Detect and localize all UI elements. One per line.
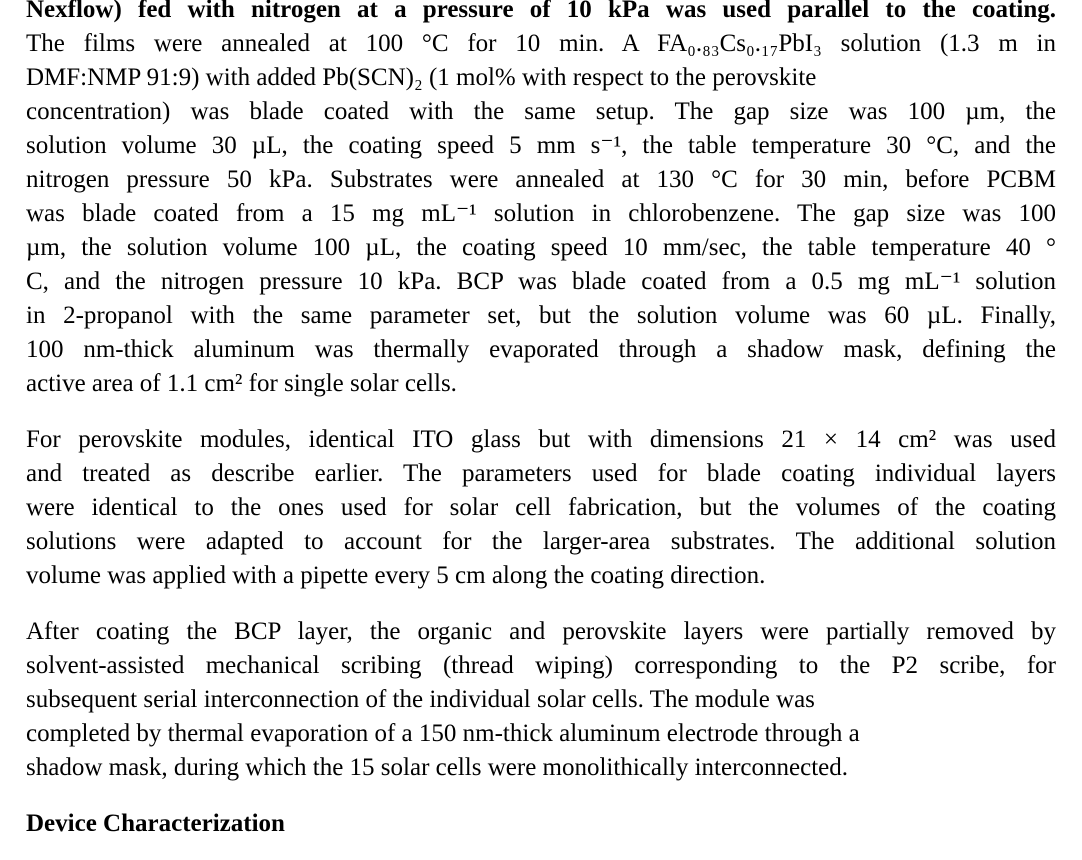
text-line: completed by thermal evaporation of a 150 nm-thick aluminum electrode through a: [26, 720, 860, 747]
paragraph-perovskite-modules: [26, 423, 1056, 593]
text-line: active area of 1.1 cm² for single solar cells.: [26, 370, 457, 397]
text-line: C, and the nitrogen pressure 10 kPa. BCP was blade coated from a 0.5 mg mL⁻¹ solution: [26, 268, 1056, 295]
text-line: DMF:NMP 91:9) with added Pb(SCN)₂ (1 mol% with respect to the perovskite: [26, 64, 817, 91]
text-line: Nexflow) fed with nitrogen at a pressure of 10 kPa was used parallel to the coating.: [26, 0, 1056, 23]
text-line: and treated as describe earlier. The parameters used for blade coating individual layers: [26, 460, 1056, 487]
text-line: was blade coated from a 15 mg mL⁻¹ solution in chlorobenzene. The gap size was 100: [26, 200, 1056, 227]
text-line: in 2-propanol with the same parameter set, but the solution volume was 60 µL. Finally,: [26, 302, 1056, 329]
text-line: nitrogen pressure 50 kPa. Substrates were annealed at 130 °C for 30 min, before PCBM: [26, 166, 1056, 193]
text-line: concentration) was blade coated with the same setup. The gap size was 100 µm, the: [26, 98, 1056, 125]
text-line: volume was applied with a pipette every 5 cm along the coating direction.: [26, 562, 766, 589]
document-page: [26, 0, 1056, 841]
text-line: The films were annealed at 100 °C for 10 min. A FA₀.₈₃Cs₀.₁₇PbI₃ solution (1.3 m in: [26, 30, 1056, 57]
text-line: solution volume 30 µL, the coating speed 5 mm s⁻¹, the table temperature 30 °C, and the: [26, 132, 1056, 159]
text-line: solvent-assisted mechanical scribing (thread wiping) corresponding to the P2 scribe, for: [26, 652, 1056, 679]
text-line: were identical to the ones used for solar cell fabrication, but the volumes of the coating: [26, 494, 1056, 521]
text-line: For perovskite modules, identical ITO glass but with dimensions 21 × 14 cm² was used: [26, 426, 1056, 453]
paragraph-fabrication-details: [26, 0, 1056, 401]
paragraph-scribing: [26, 615, 1056, 785]
text-line: 100 nm-thick aluminum was thermally evaporated through a shadow mask, defining the: [26, 336, 1056, 363]
text-line: subsequent serial interconnection of the individual solar cells. The module was: [26, 686, 815, 713]
section-heading: Device Characterization: [26, 810, 285, 837]
text-line: µm, the solution volume 100 µL, the coating speed 10 mm/sec, the table temperature 40 °: [26, 234, 1056, 261]
text-line: After coating the BCP layer, the organic and perovskite layers were partially removed by: [26, 618, 1056, 645]
text-line: solutions were adapted to account for the larger-area substrates. The additional solution: [26, 528, 1056, 555]
text-line: shadow mask, during which the 15 solar cells were monolithically interconnected.: [26, 754, 848, 781]
